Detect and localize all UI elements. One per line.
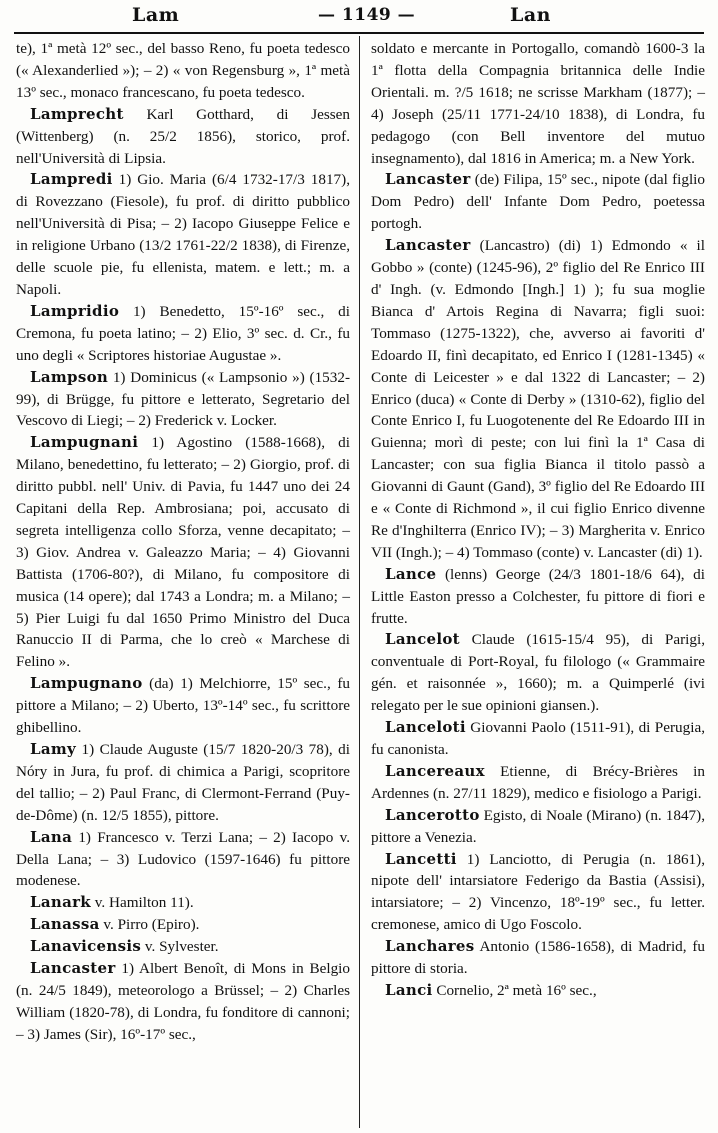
entry-text: 1) Albert Benoît, di Mons in Belgio (n. 24/5 1849), meteorologo a Brüssel; – 2) Charles William (1820-78), di Londra, fu fonditore di cannoni; – 3) James (Sir), 16º-17º sec., — [16, 960, 350, 1043]
entry-text: Cornelio, 2ª metà 16º sec., — [432, 981, 597, 999]
column-divider — [359, 36, 360, 1128]
dictionary-entry — [371, 38, 705, 169]
entry-headword: Lamy — [30, 740, 77, 758]
dictionary-entry — [16, 367, 350, 433]
entry-headword: Lancaster — [385, 236, 471, 255]
entry-headword: Lampugnani — [30, 433, 139, 452]
entry-text: Antonio (1586-1658), di Madrid, fu pittore di storia. — [371, 938, 705, 978]
running-head-left: Lam — [132, 4, 180, 26]
dictionary-entry — [371, 761, 705, 805]
dictionary-entry — [16, 739, 350, 827]
entry-headword: Lancetti — [385, 849, 457, 868]
entry-text: Etienne, di Brécy-Brières in Ardennes (n. 27/11 1829), medico e fisiologo a Parigi. — [371, 762, 705, 802]
dictionary-entry — [16, 958, 350, 1046]
dictionary-entry — [371, 564, 705, 630]
entry-text: 1) Agostino (1588-1668), di Milano, benedettino, fu letterato; – 2) Giorgio, prof. di diritto pubbl. nell' Univ. di Pavia, fu 1447 uno dei 24 Capitani della Rep. Ambrosiana; poi, accusato di segreta intelligenza collo Sforza, venne decapitato; – 3) Giov. Andrea v. Galeazzo Maria; – 4) Giovanni Battista (1706-80?), di Milano, fu compositore di musica (14 opere); dal 1743 a Londra; m. a Milano; – 5) Pier Luigi fu dal 1650 Primo Ministro del Duca Ranuccio II di Parma, che lo creò « Marchese di Felino ». — [16, 434, 350, 671]
entry-text: (lenns) George (24/3 1801-18/6 64), di Little Easton presso a Colchester, fu pittore di fiori e frutte. — [371, 565, 705, 627]
entry-text: te), 1ª metà 12º sec., del basso Reno, fu poeta tedesco (« Alexanderlied »); – 2) « von Regensburg », 1ª metà 13º sec., monaco francescano, fu poeta tedesco. — [16, 40, 350, 101]
entry-headword: Lancaster — [385, 170, 471, 189]
entry-text: 1) Lanciotto, di Perugia (n. 1861), nipote dell' intarsiatore Federigo da Bastia (Assisi), intarsiatore; – 2) Vincenzo, 18º-19º sec., fu letter. cremonese, amico di Ugo Foscolo. — [371, 850, 705, 934]
entry-headword: Lancerotto — [385, 805, 480, 824]
entry-headword: Lanci — [385, 980, 433, 999]
entry-headword: Lance — [385, 564, 437, 583]
dictionary-entry — [16, 432, 350, 673]
entry-headword: Lanassa — [30, 915, 100, 934]
entry-headword: Lancelot — [385, 630, 460, 649]
entry-text: 1) Claude Auguste (15/7 1820-20/3 78), di Nóry in Jura, fu prof. di chimica a Parigi, scopritore del tallio; – 2) Paul Franc, di Clermont-Ferrand (Puy-de-Dôme) (n. 12/5 1855), pittore. — [16, 741, 350, 824]
entry-headword: Lampredi — [30, 170, 113, 189]
entry-text: Giovanni Paolo (1511-91), di Perugia, fu canonista. — [371, 719, 705, 758]
dictionary-entry — [16, 914, 350, 936]
page-header — [0, 0, 718, 32]
entry-text: (da) 1) Melchiorre, 15º sec., fu pittore a Milano; – 2) Uberto, 13º-14º sec., fu scrittore ghibellino. — [16, 675, 350, 737]
entry-text: 1) Benedetto, 15º-16º sec., di Cremona, fu poeta latino; – 2) Elio, 3º sec. d. Cr., fu uno degli « Scriptores historiae Augustae ». — [16, 302, 350, 364]
dictionary-entry — [16, 936, 350, 958]
header-rule — [14, 32, 704, 34]
dictionary-entry — [371, 235, 705, 564]
dictionary-entry — [371, 849, 705, 937]
entry-headword: Lanark — [30, 893, 91, 912]
entry-text: v. Sylvester. — [141, 938, 219, 956]
entry-text: 1) Francesco v. Terzi Lana; – 2) Iacopo v. Della Lana; – 3) Ludovico (1597-1646) fu pittore modenese. — [16, 828, 350, 890]
dictionary-entry — [16, 892, 350, 914]
right-column — [371, 38, 705, 1002]
dictionary-entry — [16, 301, 350, 367]
dictionary-entry — [16, 104, 350, 170]
running-head-right: Lan — [510, 4, 551, 26]
dictionary-entry — [16, 169, 350, 300]
entry-text: Claude (1615-15/4 95), di Parigi, conventuale di Port-Royal, fu filologo (« Grammaire gén. et raisonnée », 1660); m. a Quimperlé (ivi relegato per le sue opinioni giansen.). — [371, 631, 705, 715]
entry-text: Karl Gotthard, di Jessen (Wittenberg) (n. 25/2 1856), storico, prof. nell'Università di Lipsia. — [16, 105, 350, 167]
entry-text: Egisto, di Noale (Mirano) (n. 1847), pittore a Venezia. — [371, 806, 705, 846]
entry-text: (Lancastro) (di) 1) Edmondo « il Gobbo » (conte) (1245-96), 2º figlio del Re Enrico III d' Ingh. (v. Edmondo [Ingh.] 1) ); fu sua moglie Bianca d' Artois Regina di Navarra; figli suoi: Tommaso (1275-1322), che, avverso ai favoriti d' Edoardo II, finì decapitato, ed Enrico I (1281-1345) « Conte di Leicester » e dal 1322 di Lancaster; – 2) Enrico (duca) « Conte di Derby » (1310-62), figlio del Conte Enrico I, fu Luogotenente del Re Edoardo III in Guienna; morì di peste; con lui finì la 1ª Casa di Lancaster; con sua figlia Bianca il titolo passò a Giovanni di Gaunt (Gand), 3º figlio del Re Edoardo III e « Conte di Richmond », il cui figlio Enrico divenne Re d'Inghilterra (Enrico IV); – 3) Margherita v. Enrico VII (Ingh.); – 4) Tommaso (conte) v. Lancaster (di) 1). — [371, 237, 705, 561]
entry-text: v. Hamilton 11). — [91, 894, 194, 912]
dictionary-entry — [16, 38, 350, 104]
entry-headword: Lanavicensis — [30, 937, 142, 956]
entry-text: v. Pirro (Epiro). — [99, 916, 200, 934]
dictionary-entry — [371, 629, 705, 717]
dictionary-entry — [371, 169, 705, 235]
entry-text: 1) Dominicus (« Lampsonio ») (1532-99), di Brügge, fu pittore e letterato, Segretario del Vescovo di Liegi; – 2) Frederick v. Locker. — [16, 368, 350, 430]
entry-headword: Lampson — [30, 367, 109, 386]
left-column — [16, 38, 350, 1046]
dictionary-entry — [371, 717, 705, 761]
dictionary-entry — [16, 827, 350, 893]
dictionary-entry — [371, 805, 705, 849]
entry-headword: Lampridio — [30, 301, 120, 320]
entry-headword: Lanchares — [385, 937, 475, 956]
entry-headword: Lancaster — [30, 959, 116, 978]
entry-text: (de) Filipa, 15º sec., nipote (dal figlio Dom Pedro) dell' Infante Dom Pedro, poetessa portogh. — [371, 171, 705, 233]
entry-headword: Lana — [30, 827, 73, 846]
dictionary-entry — [371, 936, 705, 980]
page-number: — 1149 — — [318, 5, 416, 25]
entry-text: 1) Gio. Maria (6/4 1732-17/3 1817), di Rovezzano (Fiesole), fu prof. di diritto pubblico nell'Università di Pisa; – 2) Iacopo Giuseppe Felice e in religione Urbano (13/2 1761-22/2 1838), di Firenze, delle scuole pie, fu ellenista, matem. e lett.; m. a Napoli. — [16, 171, 350, 298]
dictionary-entry — [16, 673, 350, 739]
entry-text: soldato e mercante in Portogallo, comandò 1600-3 la 1ª flotta della Compagnia britannica delle Indie Orientali. m. ?/5 1618; ne scrisse Markham (1877); – 4) Joseph (25/11 1771-24/10 1838), di Londra, fu pedagogo (con Bell inventore del mutuo insegnamento), dal 1816 in America; m. a New York. — [371, 40, 705, 167]
entry-headword: Lampugnano — [30, 674, 143, 693]
entry-headword: Lancereaux — [385, 761, 485, 780]
entry-headword: Lanceloti — [385, 718, 466, 737]
entry-headword: Lamprecht — [30, 104, 124, 123]
dictionary-entry — [371, 980, 705, 1002]
